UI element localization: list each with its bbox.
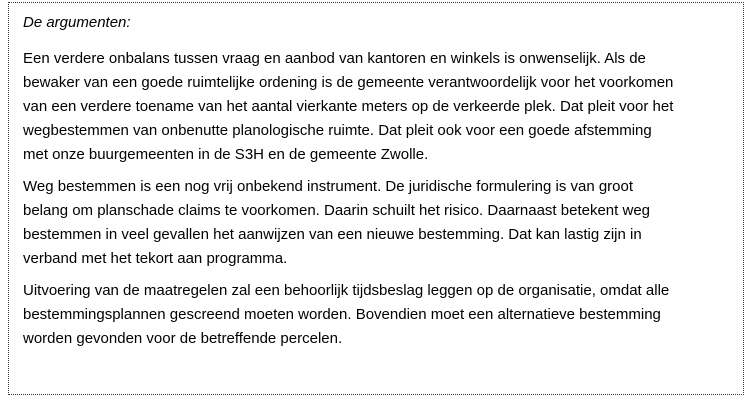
- paragraph-1: [23, 47, 731, 167]
- section-heading: De argumenten:: [23, 14, 131, 31]
- paragraph-line: Uitvoering van de maatregelen zal een behoorlijk tijdsbeslag leggen op de organisatie, omdat alle: [23, 282, 670, 299]
- paragraph-line: belang om planschade claims te voorkomen. Daarin schuilt het risico. Daarnaast betekent weg: [23, 202, 650, 219]
- paragraph-line: worden gevonden voor de betreffende percelen.: [23, 330, 343, 347]
- paragraph-line: Een verdere onbalans tussen vraag en aanbod van kantoren en winkels is onwenselijk. Als de: [23, 50, 646, 67]
- text-box: [8, 2, 744, 395]
- paragraph-3: [23, 279, 731, 351]
- paragraph-line: verband met het tekort aan programma.: [23, 250, 288, 267]
- paragraph-line: van een verdere toename van het aantal vierkante meters op de verkeerde plek. Dat pleit voor het: [23, 98, 674, 115]
- paragraph-line: bewaker van een goede ruimtelijke ordening is de gemeente verantwoordelijk voor het voorkomen: [23, 74, 674, 91]
- paragraph-line: bestemmen in veel gevallen het aanwijzen van een nieuwe bestemming. Dat kan lastig zijn in: [23, 226, 642, 243]
- paragraph-line: met onze buurgemeenten in de S3H en de gemeente Zwolle.: [23, 146, 429, 163]
- paragraph-2: [23, 175, 731, 271]
- paragraph-line: wegbestemmen van onbenutte planologische ruimte. Dat pleit ook voor een goede afstemming: [23, 122, 652, 139]
- paragraph-line: Weg bestemmen is een nog vrij onbekend instrument. De juridische formulering is van groot: [23, 178, 634, 195]
- paragraph-line: bestemmingsplannen gescreend moeten worden. Bovendien moet een alternatieve bestemming: [23, 306, 661, 323]
